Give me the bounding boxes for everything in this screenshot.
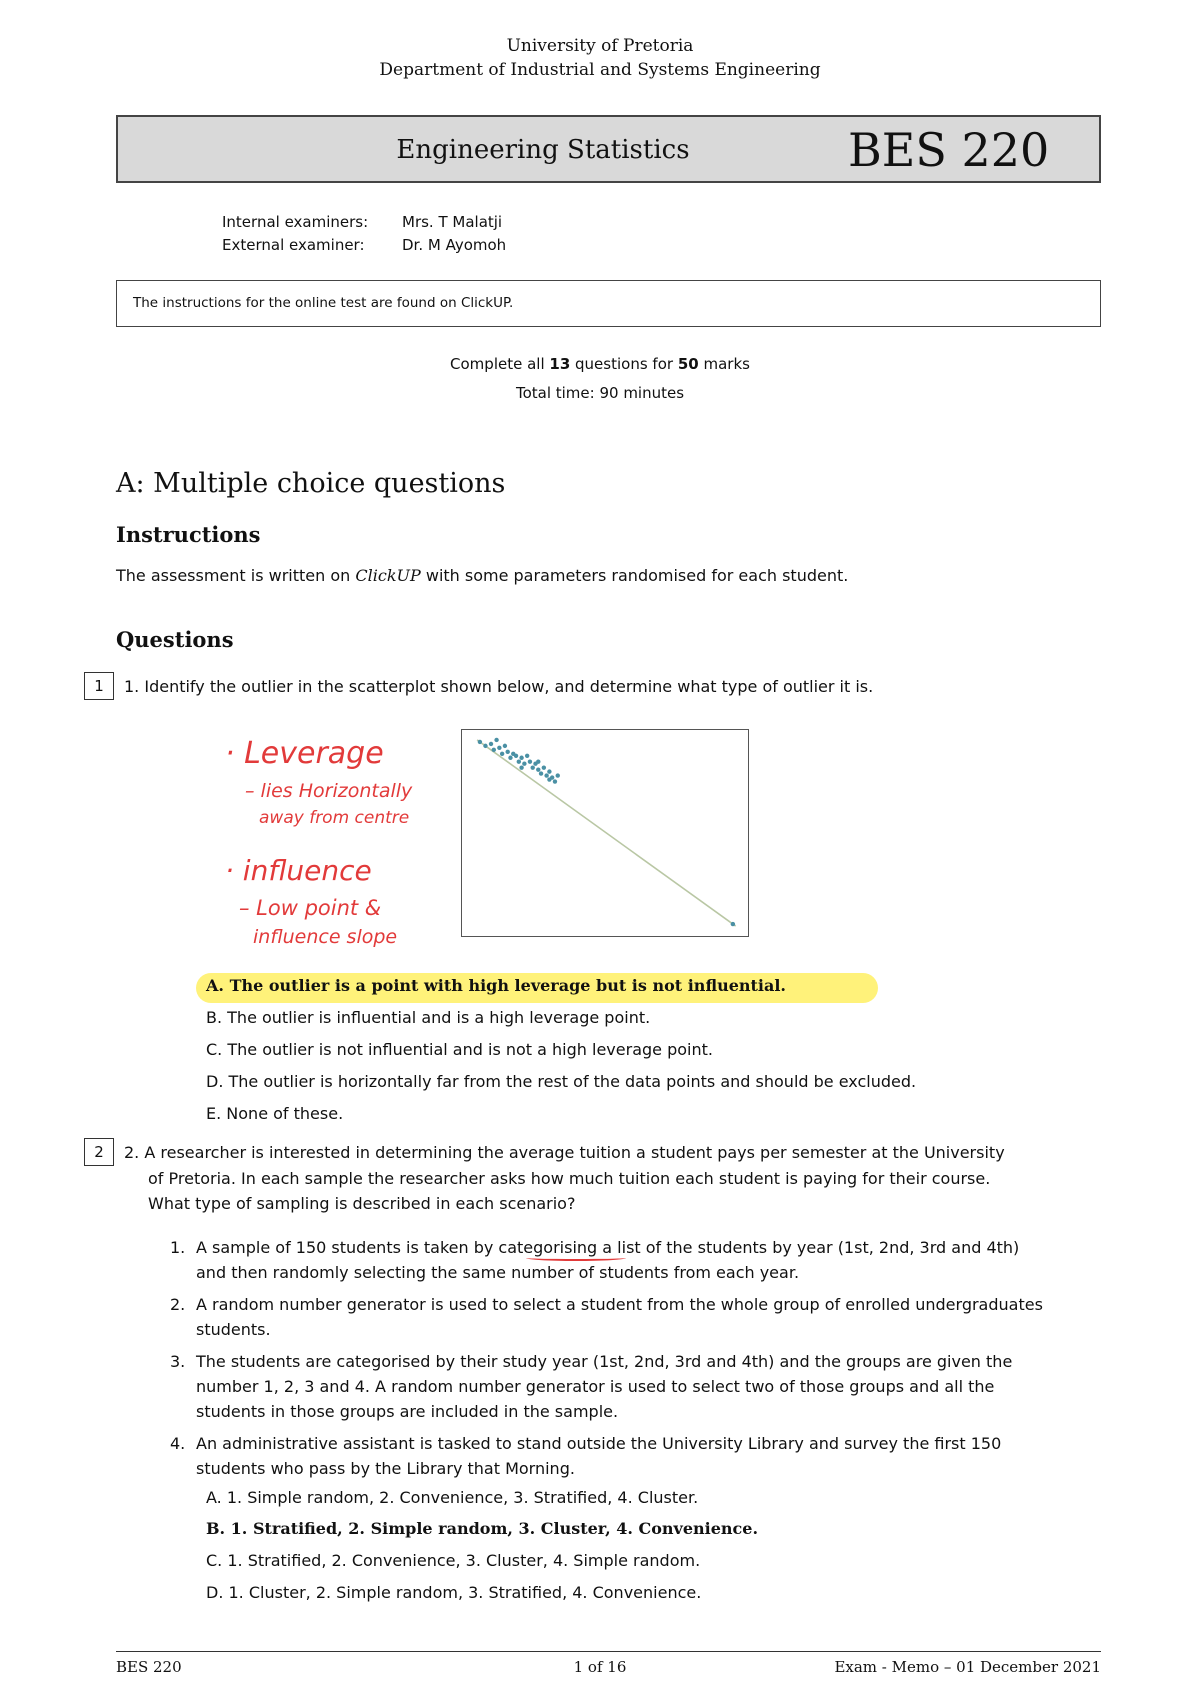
questions-heading: Questions — [116, 627, 234, 652]
handwritten-annotations — [225, 730, 465, 950]
q1-option-d[interactable] — [206, 1072, 916, 1091]
scatter-point — [497, 746, 501, 750]
footer-page-number: 1 of 16 — [573, 1658, 627, 1676]
annotation-line-2: – lies Horizontally — [245, 780, 413, 802]
clickup-emph: ClickUP — [355, 566, 421, 585]
q2-scenario-2-line-2: students. — [196, 1320, 271, 1339]
q2-scenario-2: 2. — [170, 1295, 186, 1314]
scatter-point — [542, 765, 546, 769]
q2-scenario-2-line-1: A random number generator is used to select a student from the whole group of enrolled undergraduates — [196, 1295, 1043, 1314]
q2-option-a[interactable] — [206, 1488, 698, 1507]
scatter-point — [500, 752, 504, 756]
q2-scenario-4: 4. — [170, 1434, 186, 1453]
scatter-point — [531, 765, 535, 769]
scatter-point — [544, 773, 548, 777]
scatter-point — [517, 760, 521, 764]
instructions-text — [116, 566, 848, 585]
external-examiner-label: External examiner: — [222, 236, 365, 254]
summary-pre: Complete all — [450, 355, 550, 373]
annotation-line-4: · influence — [225, 854, 372, 887]
scatter-point — [539, 771, 543, 775]
section-title: A: Multiple choice questions — [116, 468, 506, 499]
footer-course: BES 220 — [116, 1658, 182, 1676]
summary-line-2: Total time: 90 minutes — [515, 384, 685, 402]
outlier-point — [731, 922, 735, 926]
q2-scenario-4-line-2: students who pass by the Library that Morning. — [196, 1459, 575, 1478]
instructions-box — [116, 280, 1101, 327]
scatter-point — [522, 762, 526, 766]
footer-rule — [116, 1651, 1101, 1652]
q1-marks-box: 1 — [84, 672, 114, 700]
q1-option-d-letter: D. — [206, 1072, 224, 1091]
q2-option-c-letter: C. — [206, 1551, 223, 1570]
q2-scenario-1-line-2: and then randomly selecting the same number of students from each year. — [196, 1263, 800, 1282]
q2-scenario-1 — [170, 1235, 185, 1260]
scatter-point — [506, 750, 510, 754]
annotation-line-5: – Low point & — [239, 896, 382, 920]
question-count: 13 — [549, 355, 571, 373]
annotation-line-3: away from centre — [259, 808, 410, 828]
scatter-point — [489, 742, 493, 746]
q1-option-c-letter: C. — [206, 1040, 223, 1059]
q2-option-d-text: 1. Cluster, 2. Simple random, 3. Stratified, 4. Convenience. — [228, 1583, 702, 1602]
scatter-point — [547, 769, 551, 773]
q1-option-a[interactable] — [206, 976, 786, 995]
scatter-point — [528, 760, 532, 764]
scatter-point — [553, 779, 557, 783]
q2-option-d[interactable] — [206, 1583, 701, 1602]
q2-option-b[interactable] — [206, 1519, 758, 1538]
spelling-underline — [526, 1255, 626, 1261]
scenario-1-num: 1. — [170, 1238, 186, 1257]
q1-option-a-text: The outlier is a point with high leverage but is not influential. — [229, 976, 786, 995]
q2-option-a-letter: A. — [206, 1488, 222, 1507]
instructions-heading: Instructions — [116, 522, 261, 547]
q2-option-c-text: 1. Stratified, 2. Convenience, 3. Cluster, 4. Simple random. — [227, 1551, 701, 1570]
internal-examiner-value: Mrs. T Malatji — [402, 213, 503, 231]
footer-exam-info: Exam - Memo – 01 December 2021 — [834, 1658, 1101, 1676]
q1-option-b[interactable] — [206, 1008, 650, 1027]
q2-text-line-3: What type of sampling is described in each scenario? — [148, 1194, 576, 1213]
q2-option-b-text: 1. Stratified, 2. Simple random, 3. Cluster, 4. Convenience. — [230, 1519, 759, 1538]
scatter-point — [536, 760, 540, 764]
course-title-box — [116, 115, 1101, 183]
q1-option-c[interactable] — [206, 1040, 713, 1059]
scatter-point — [556, 773, 560, 777]
scatterplot-frame — [461, 729, 749, 937]
scatterplot — [462, 730, 748, 936]
department-name: Department of Industrial and Systems Engineering — [379, 60, 821, 80]
scatter-point — [511, 752, 515, 756]
scatter-point — [525, 754, 529, 758]
scatter-point — [536, 767, 540, 771]
summary-mid: questions for — [570, 355, 678, 373]
internal-examiner-label: Internal examiners: — [222, 213, 369, 231]
summary-post: marks — [698, 355, 750, 373]
q1-option-b-text: The outlier is influential and is a high leverage point. — [227, 1008, 651, 1027]
q2-scenario-1-line-1: A sample of 150 students is taken by categorising a list of the students by year (1st, 2nd, 3rd and 4th) — [196, 1238, 1020, 1257]
q2-option-d-letter: D. — [206, 1583, 224, 1602]
annotation-line-6: influence slope — [253, 926, 398, 948]
q2-scenario-3-line-1: The students are categorised by their study year (1st, 2nd, 3rd and 4th) and the groups are given the — [196, 1352, 1013, 1371]
q2-option-a-text: 1. Simple random, 2. Convenience, 3. Stratified, 4. Cluster. — [226, 1488, 699, 1507]
scatter-point — [519, 765, 523, 769]
annotation-line-1: · Leverage — [225, 736, 384, 771]
scatter-point — [503, 744, 507, 748]
q2-option-c[interactable] — [206, 1551, 700, 1570]
course-code: BES 220 — [848, 123, 1050, 177]
q2-scenario-3-line-2: number 1, 2, 3 and 4. A random number generator is used to select two of those groups and all the — [196, 1377, 995, 1396]
total-marks: 50 — [677, 355, 699, 373]
q2-option-b-letter: B. — [206, 1519, 226, 1538]
regression-line — [477, 740, 736, 926]
q1-option-e-text: None of these. — [226, 1104, 344, 1123]
instructions-post: with some parameters randomised for each student. — [420, 566, 849, 585]
scatter-point — [483, 744, 487, 748]
scatter-point — [492, 748, 496, 752]
q1-option-d-text: The outlier is horizontally far from the rest of the data points and should be excluded. — [228, 1072, 917, 1091]
scatter-point — [547, 777, 551, 781]
q1-option-a-letter: A. — [206, 976, 224, 995]
course-name: Engineering Statistics — [396, 135, 690, 165]
q1-option-e-letter: E. — [206, 1104, 222, 1123]
q2-scenario-3-line-3: students in those groups are included in the sample. — [196, 1402, 619, 1421]
q2-text-line-1: 2. A researcher is interested in determining the average tuition a student pays per semester at the University — [124, 1143, 1005, 1162]
instructions-box-text: The instructions for the online test are found on ClickUP. — [133, 295, 514, 311]
external-examiner-value: Dr. M Ayomoh — [402, 236, 507, 254]
q2-scenario-3: 3. — [170, 1352, 186, 1371]
q1-option-c-text: The outlier is not influential and is not a high leverage point. — [227, 1040, 713, 1059]
scatter-point — [478, 740, 482, 744]
q2-marks-box: 2 — [84, 1138, 114, 1166]
summary-line-1 — [0, 355, 1200, 373]
q2-text-line-2: of Pretoria. In each sample the researcher asks how much tuition each student is paying for their course. — [148, 1169, 991, 1188]
scatter-point — [508, 756, 512, 760]
q1-text: 1. Identify the outlier in the scatterplot shown below, and determine what type of outlier it is. — [124, 677, 874, 696]
examiners-block — [222, 211, 506, 257]
scatter-point — [494, 738, 498, 742]
instructions-pre: The assessment is written on — [116, 566, 356, 585]
q2-scenario-4-line-1: An administrative assistant is tasked to stand outside the University Library and survey the first 150 — [196, 1434, 1002, 1453]
scatter-point — [519, 756, 523, 760]
q1-option-e[interactable] — [206, 1104, 343, 1123]
university-name: University of Pretoria — [506, 36, 694, 56]
q1-option-b-letter: B. — [206, 1008, 223, 1027]
